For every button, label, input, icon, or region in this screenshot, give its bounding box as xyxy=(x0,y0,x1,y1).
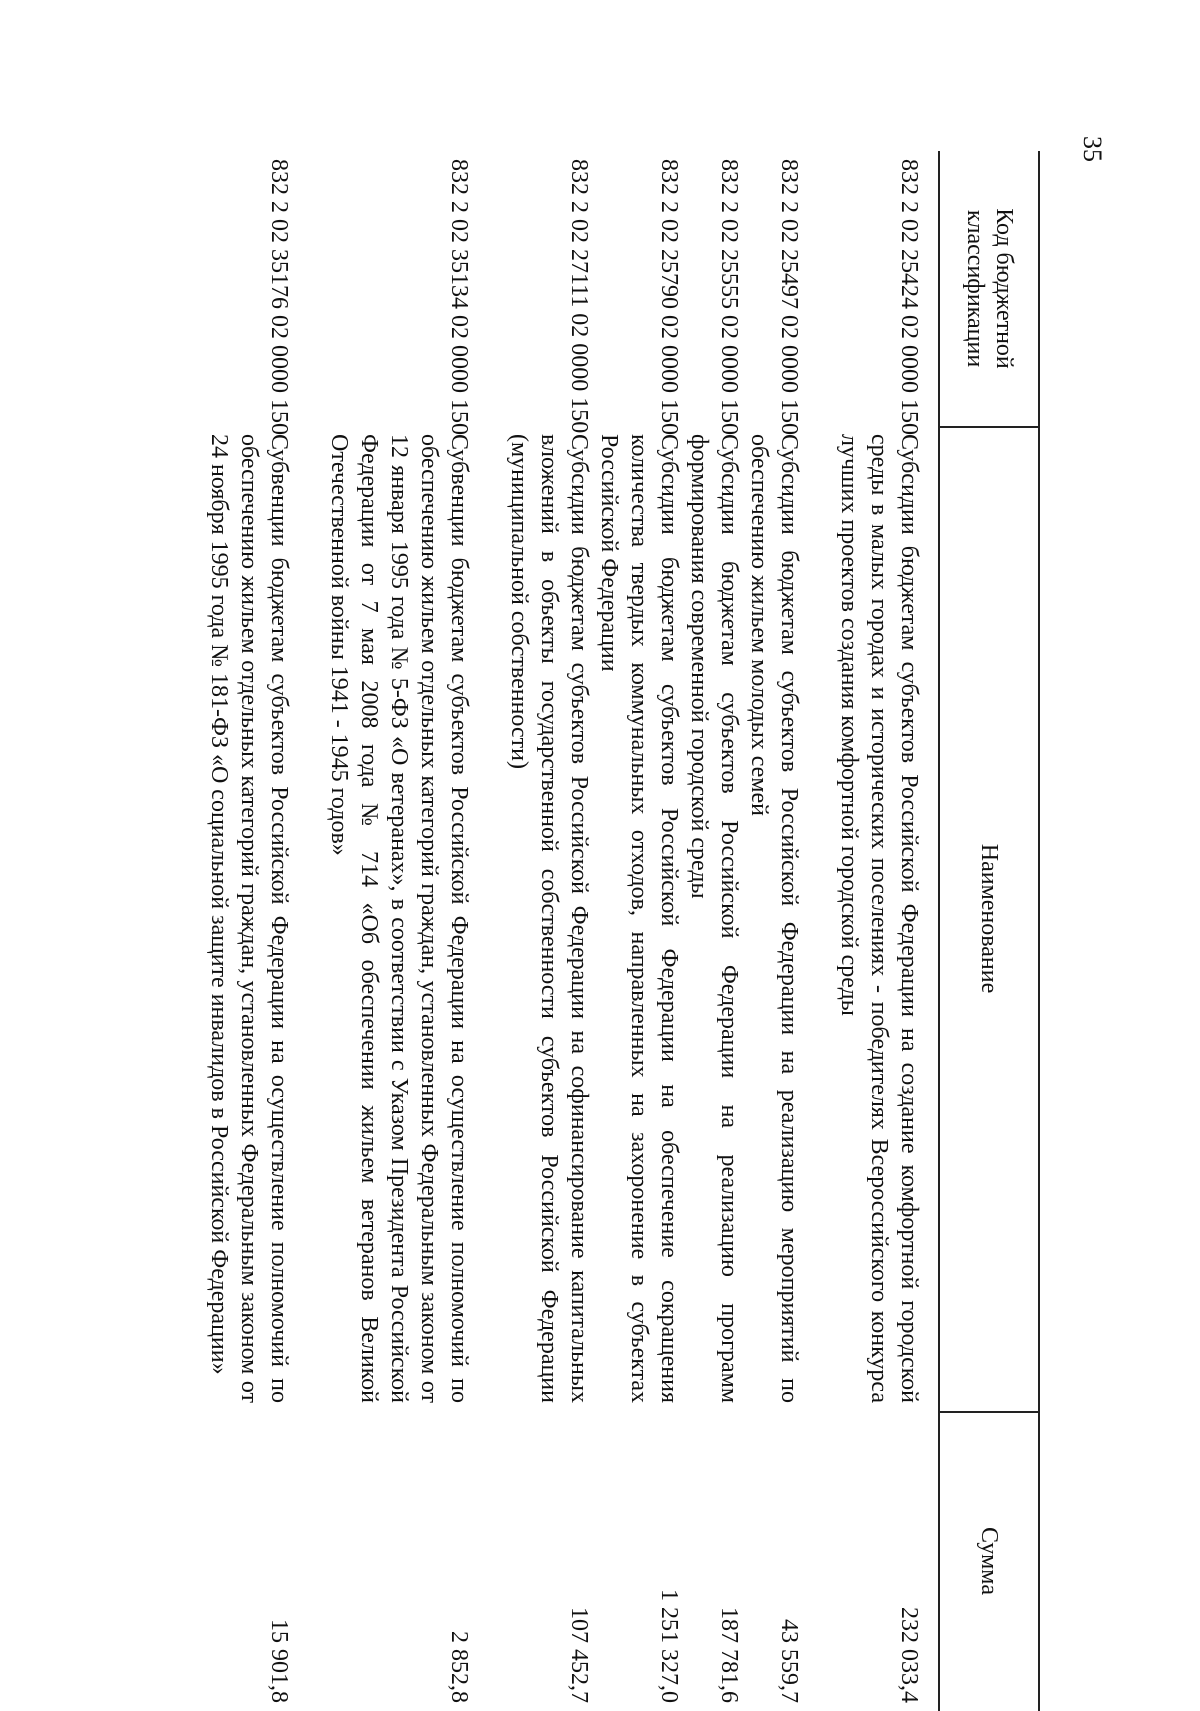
page-number: 35 xyxy=(1078,136,1107,162)
row-code: 832 2 02 25790 02 0000 150 xyxy=(656,159,682,435)
header-name: Наименование xyxy=(976,843,1003,994)
row-name: Субсидии бюджетам субъектов Российской Федерации на реализацию программ формирования современной городской среды xyxy=(686,434,742,1403)
row-code: 832 2 02 25497 02 0000 150 xyxy=(776,159,802,435)
row-sum: 43 559,7 xyxy=(776,1619,802,1703)
header-sum: Сумма xyxy=(976,1527,1003,1595)
row-sum: 2 852,8 xyxy=(446,1631,472,1703)
row-sum: 15 901,8 xyxy=(266,1619,292,1703)
row-name: Субвенции бюджетам субъектов Российской Федерации на осуществление полномочий по обеспечению жильем отдельных категорий граждан, установленных Федеральным законом от 12 января 1995 года № 5-ФЗ «О ветеранах», в соответствии с Указом Президента Российской Федерации от 7 мая 2008 года № 714 «Об обеспечении жильем ветеранов Великой Отечественной войны 1941 - 1945 годов» xyxy=(326,434,472,1403)
row-name: Субсидии бюджетам субъектов Российской Федерации на обеспечение сокращения количества твердых коммунальных отходов, направленных на захоронение в субъектах Российской Федерации xyxy=(596,434,682,1403)
row-code: 832 2 02 35134 02 0000 150 xyxy=(446,159,472,435)
row-code: 832 2 02 25555 02 0000 150 xyxy=(716,159,742,435)
row-code: 832 2 02 27111 02 0000 150 xyxy=(566,159,592,434)
row-name: Субвенции бюджетам субъектов Российской Федерации на осуществление полномочий по обеспечению жильем отдельных категорий граждан, установленных Федеральным законом от 24 ноября 1995 года № 181-ФЗ «О социальной защите инвалидов в Российской Федерации» xyxy=(206,434,292,1403)
row-sum: 1 251 327,0 xyxy=(656,1589,682,1703)
row-sum: 107 452,7 xyxy=(566,1607,592,1703)
budget-table xyxy=(160,151,1040,1711)
row-code: 832 2 02 35176 02 0000 150 xyxy=(266,159,292,435)
row-code: 832 2 02 25424 02 0000 150 xyxy=(896,159,922,435)
row-sum: 232 033,4 xyxy=(896,1607,922,1703)
row-name: Субсидии бюджетам субъектов Российской Федерации на создание комфортной городской среды в малых городах и исторических поселениях - победителях Всероссийского конкурса лучших проектов создания комфортной городской среды xyxy=(836,434,922,1403)
table-top-border xyxy=(1038,151,1040,1711)
header-code: Код бюджетной классификации xyxy=(962,208,1017,369)
row-name: Субсидии бюджетам субъектов Российской Федерации на софинансирование капитальных вложений в объекты государственной собственности субъектов Российской Федерации (муниципальной собственности) xyxy=(506,434,592,1403)
row-name: Субсидии бюджетам субъектов Российской Федерации на реализацию мероприятий по обеспечению жильем молодых семей xyxy=(746,434,802,1403)
row-sum: 187 781,6 xyxy=(716,1607,742,1703)
header-bottom-border xyxy=(938,151,940,1711)
